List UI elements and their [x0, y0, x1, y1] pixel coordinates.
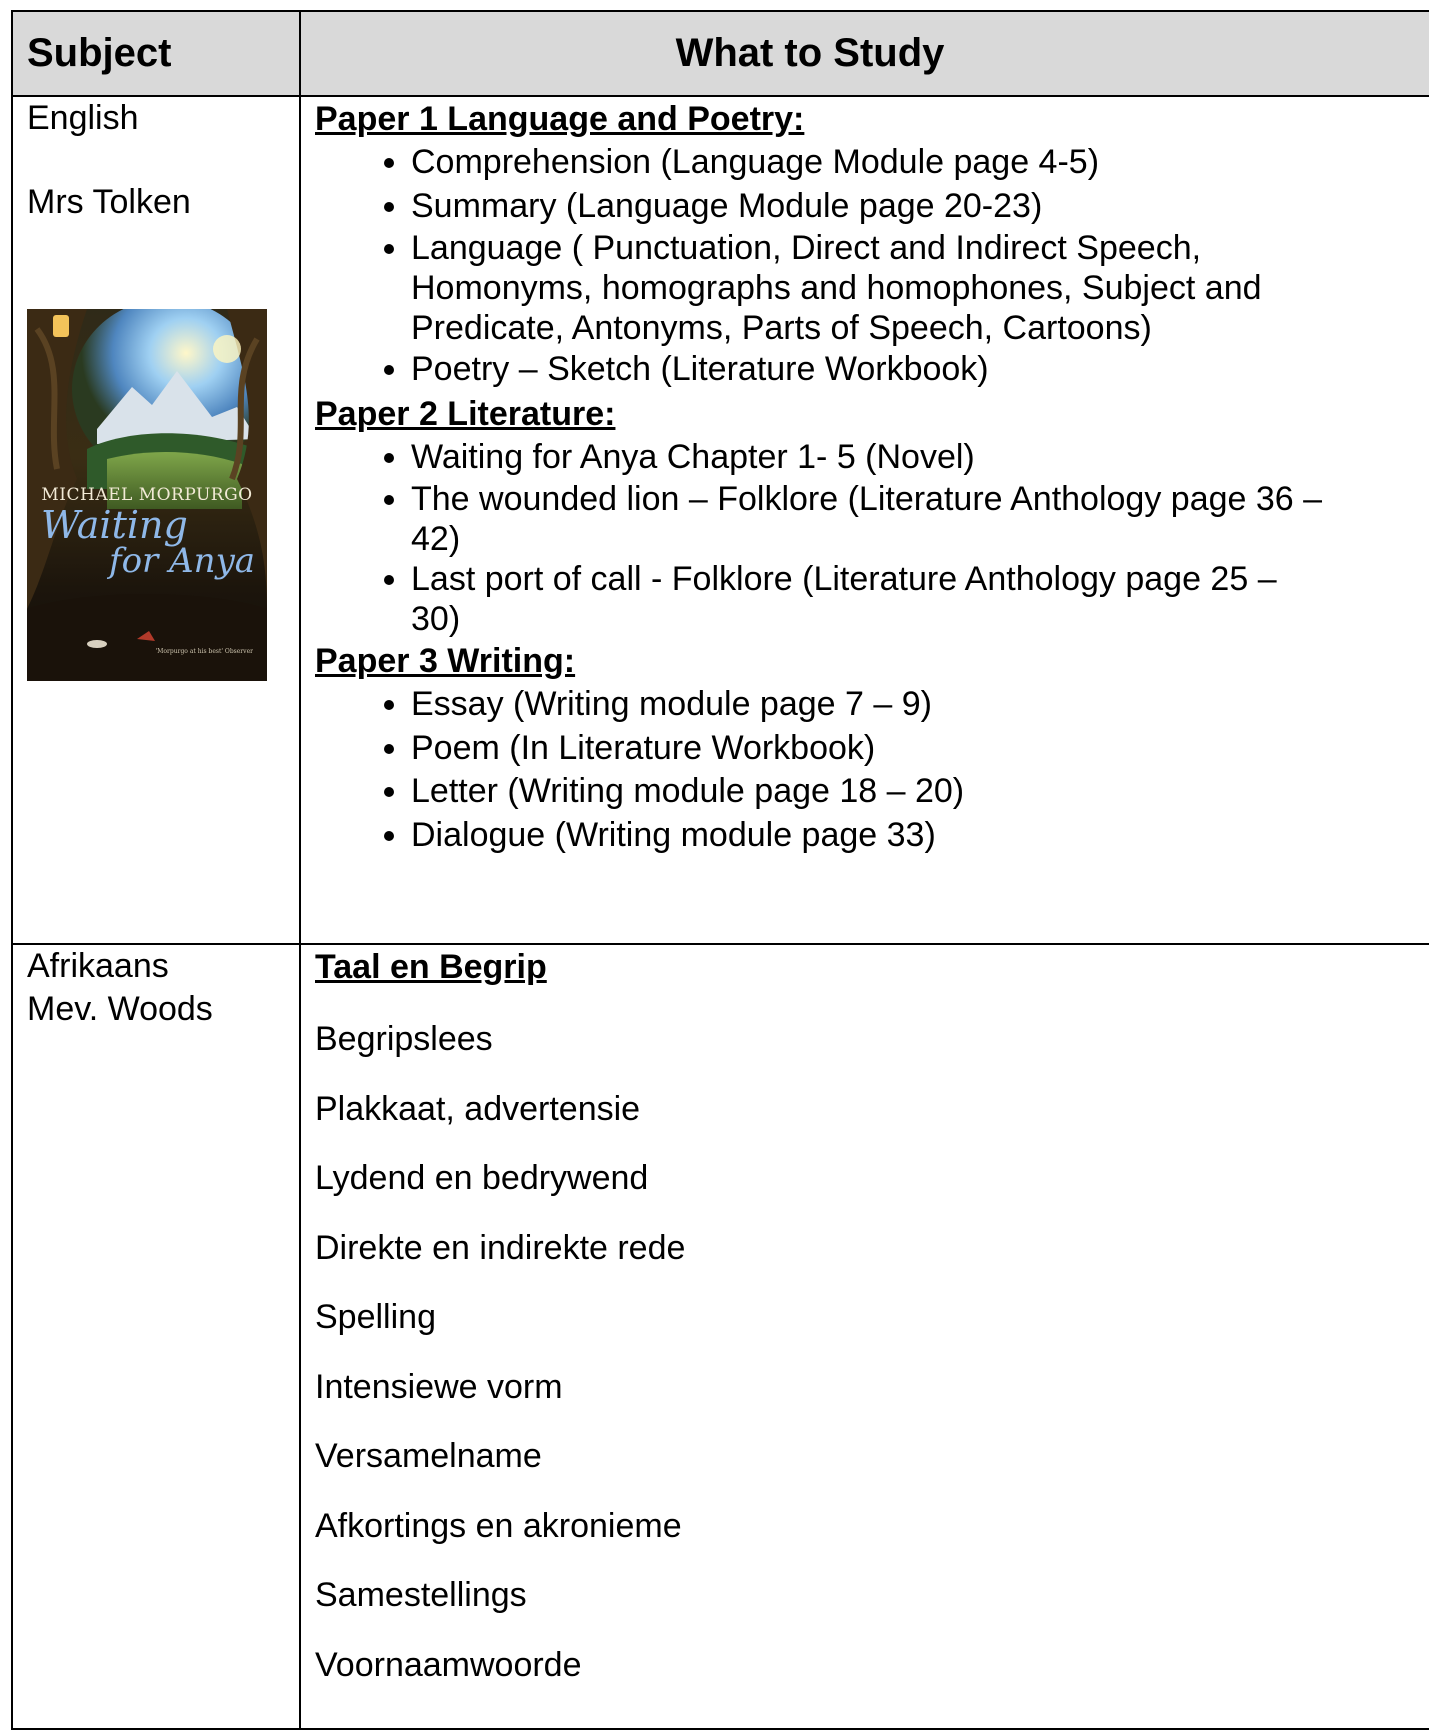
english-subject-cell	[12, 96, 300, 944]
topic-item: • Comprehension (Language Module page 4-5)	[411, 141, 1429, 185]
topic-item: Lydend en bedrywend	[315, 1159, 649, 1197]
afrikaans-subject-cell	[12, 944, 300, 1729]
topic-list	[315, 683, 1429, 857]
subject-column-header: Subject	[12, 11, 300, 96]
english-study-cell	[300, 96, 1429, 944]
topic-list	[315, 436, 1429, 640]
topic-item: • Last port of call - Folklore (Literature Anthology page 25 – 30)	[411, 559, 1429, 639]
study-column-header: What to Study	[300, 11, 1429, 96]
topic-item: • Summary (Language Module page 20-23)	[411, 185, 1429, 229]
topic-item: • Waiting for Anya Chapter 1- 5 (Novel)	[411, 436, 1429, 480]
section-heading: Taal en Begrip	[315, 948, 547, 986]
topic-item: Versamelname	[315, 1437, 542, 1475]
topic-item: Intensiewe vorm	[315, 1367, 563, 1406]
subject-name: English	[27, 99, 139, 137]
paper-heading: Paper 2 Literature:	[315, 394, 616, 433]
topic-item: Direkte en indirekte rede	[315, 1228, 686, 1267]
paper-2-section	[315, 392, 1429, 640]
topic-item: • Essay (Writing module page 7 – 9)	[411, 683, 1429, 727]
topic-item: Samestellings	[315, 1576, 527, 1614]
cover-title-line-1: Waiting	[41, 503, 188, 547]
paper-3-section	[315, 639, 1429, 857]
topic-item: • Dialogue (Writing module page 33)	[411, 814, 1429, 858]
cover-title-line-2: for Anya	[109, 541, 256, 581]
paper-heading: Paper 3 Writing:	[315, 642, 576, 680]
topic-item: Voornaamwoorde	[315, 1645, 582, 1684]
book-cover-image	[27, 309, 267, 681]
topic-item: • The wounded lion – Folklore (Literature Anthology page 36 – 42)	[411, 479, 1429, 559]
teacher-name: Mev. Woods	[27, 990, 213, 1028]
english-row	[12, 96, 1429, 944]
topic-item: Spelling	[315, 1298, 436, 1336]
topic-item: Begripslees	[315, 1020, 493, 1058]
paper-1-section	[315, 97, 1429, 392]
topic-list	[315, 141, 1429, 392]
topic-item: • Poetry – Sketch (Literature Workbook)	[411, 348, 1429, 392]
topic-item: Plakkaat, advertensie	[315, 1089, 641, 1128]
subject-name: Afrikaans	[27, 947, 169, 985]
study-table	[11, 10, 1429, 1730]
topic-item: • Poem (In Literature Workbook)	[411, 727, 1429, 771]
paper-heading: Paper 1 Language and Poetry:	[315, 100, 805, 138]
teacher-name: Mrs Tolken	[27, 183, 191, 221]
afrikaans-study-cell	[300, 944, 1429, 1729]
topic-item: Afkortings en akronieme	[315, 1506, 682, 1545]
header-row	[12, 11, 1429, 96]
cover-author-text: MICHAEL MORPURGO	[41, 485, 253, 505]
afrikaans-row	[12, 944, 1429, 1729]
topic-item: • Language ( Punctuation, Direct and Indirect Speech, Homonyms, homographs and homophones, Subject and Predicate, Antonyms, Parts of Speech, Cartoons)	[411, 228, 1429, 348]
topic-item: • Letter (Writing module page 18 – 20)	[411, 770, 1429, 814]
cover-quote: 'Morpurgo at his best' Observer	[155, 648, 253, 655]
